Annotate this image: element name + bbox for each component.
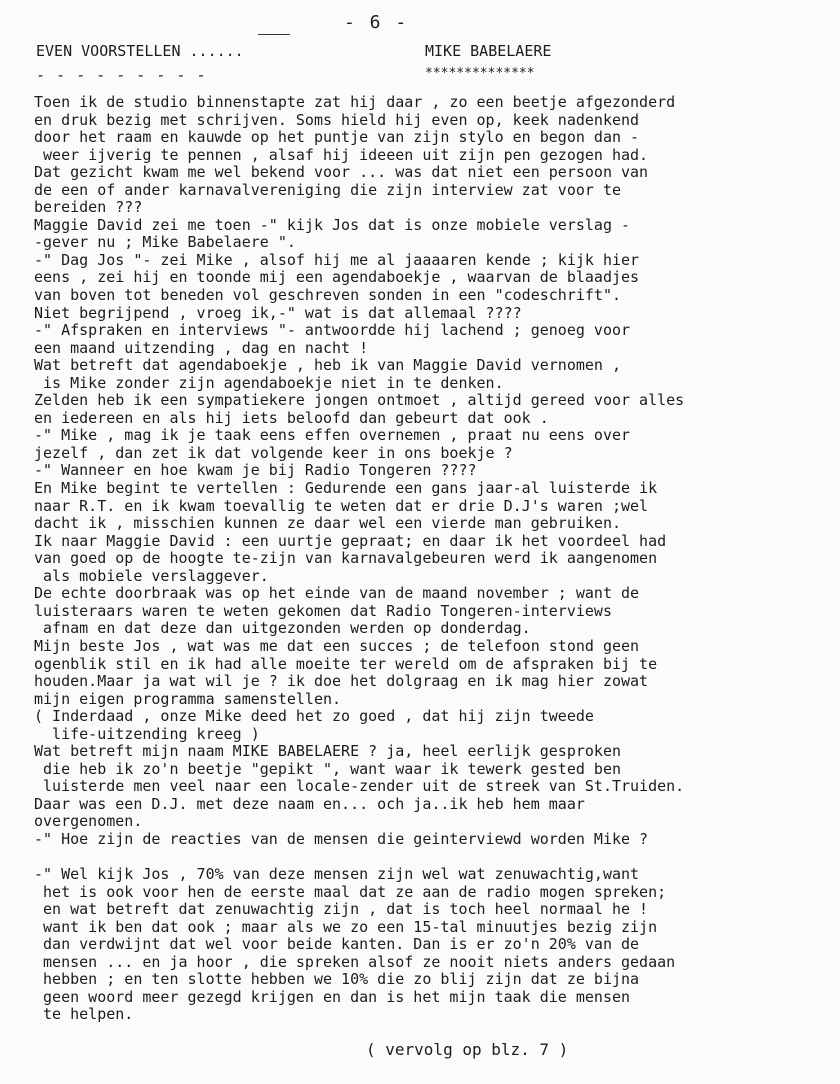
text-line: bereiden ??? bbox=[34, 199, 143, 217]
text-line: en iedereen en als hij iets beloofd dan gebeurt dat ook . bbox=[34, 409, 549, 427]
article-title-underline: ************** bbox=[425, 66, 535, 81]
section-title: EVEN VOORSTELLEN ...... bbox=[36, 42, 244, 60]
text-line: dan verdwijnt dat wel voor beide kanten. Dan is er zo'n 20% van de bbox=[34, 936, 640, 954]
text-line: en druk bezig met schrijven. Soms hield hij even op, keek nadenkend bbox=[34, 111, 640, 129]
page-number: - 6 - bbox=[344, 12, 409, 33]
text-line: En Mike begint te vertellen : Gedurende een gans jaar-al luisterde ik bbox=[34, 480, 658, 498]
text-line: van goed op de hoogte te-zijn van karnavalgebeuren werd ik aangenomen bbox=[34, 550, 658, 568]
text-line: jezelf , dan zet ik dat volgende keer in ons boekje ? bbox=[34, 444, 513, 462]
text-line: Dat gezicht kwam me wel bekend voor ... was dat niet een persoon van bbox=[34, 164, 649, 182]
text-line: het is ook voor hen de eerste maal dat ze aan de radio mogen spreken; bbox=[34, 883, 667, 901]
text-line: als mobiele verslaggever. bbox=[34, 567, 269, 585]
text-line: want ik ben dat ook ; maar als we zo een 15-tal minuutjes bezig zijn bbox=[34, 918, 658, 936]
text-line: mensen ... en ja hoor , die spreken alsof ze nooit niets anders gedaan bbox=[34, 953, 676, 971]
text-line: van boven tot beneden vol geschreven sonden in een "codeschrift". bbox=[34, 287, 621, 305]
text-line: die heb ik zo'n beetje "gepikt ", want waar ik tewerk gested ben bbox=[34, 760, 621, 778]
text-line: houden.Maar ja wat wil je ? ik doe het dolgraag en ik mag hier zowat bbox=[34, 673, 649, 691]
text-line: -" Wel kijk Jos , 70% van deze mensen zijn wel wat zenuwachtig,want bbox=[34, 866, 640, 884]
article-body bbox=[34, 94, 834, 1024]
text-line: weer ijverig te pennen , alsaf hij ideeen uit zijn pen gezogen had. bbox=[34, 146, 649, 164]
article-title: MIKE BABELAERE bbox=[425, 42, 552, 60]
text-line: naar R.T. en ik kwam toevallig te weten dat er drie D.J's waren ;wel bbox=[34, 497, 649, 515]
text-line: -" Afspraken en interviews "- antwoordde hij lachend ; genoeg voor bbox=[34, 322, 631, 340]
text-line: -" Dag Jos "- zei Mike , alsof hij me al jaaaaren kende ; kijk hier bbox=[34, 251, 640, 269]
text-line: Daar was een D.J. met deze naam en... och ja..ik heb hem maar bbox=[34, 795, 585, 813]
text-line: is Mike zonder zijn agendaboekje niet in te denken. bbox=[34, 374, 504, 392]
text-line: luisterde men veel naar een locale-zender uit de streek van St.Truiden. bbox=[34, 778, 685, 796]
text-line: Wat betreft mijn naam MIKE BABELAERE ? ja, heel eerlijk gesproken bbox=[34, 743, 621, 761]
text-line: life-uitzending kreeg ) bbox=[34, 725, 260, 743]
text-line: geen woord meer gezegd krijgen en dan is het mijn taak die mensen bbox=[34, 988, 631, 1006]
text-line: overgenomen. bbox=[34, 813, 143, 831]
text-line: -" Hoe zijn de reacties van de mensen die geinterviewd worden Mike ? bbox=[34, 830, 649, 848]
page-number-rule bbox=[258, 34, 290, 35]
text-line: Wat betreft dat agendaboekje , heb ik van Maggie David vernomen , bbox=[34, 357, 621, 375]
text-line: Ik naar Maggie David : een uurtje gepraat; en daar ik het voordeel had bbox=[34, 532, 667, 550]
text-line: de een of ander karnavalvereniging die zijn interview zat voor te bbox=[34, 181, 621, 199]
text-line: door het raam en kauwde op het puntje van zijn stylo en begon dan - bbox=[34, 129, 640, 147]
section-title-underline: - - - - - - - - - bbox=[36, 66, 207, 84]
text-line: ogenblik stil en ik had alle moeite ter wereld om de afspraken bij te bbox=[34, 655, 658, 673]
text-line: eens , zei hij en toonde mij een agendaboekje , waarvan de blaadjes bbox=[34, 269, 640, 287]
text-line: een maand uitzending , dag en nacht ! bbox=[34, 339, 369, 357]
text-line: Zelden heb ik een sympatiekere jongen ontmoet , altijd gereed voor alles bbox=[34, 392, 685, 410]
text-line: luisteraars waren te weten gekomen dat Radio Tongeren-interviews bbox=[34, 602, 612, 620]
text-line: dacht ik , misschien kunnen ze daar wel een vierde man gebruiken. bbox=[34, 515, 621, 533]
text-line: mijn eigen programma samenstellen. bbox=[34, 690, 342, 708]
text-line: hebben ; en ten slotte hebben we 10% die zo blij zijn dat ze bijna bbox=[34, 971, 640, 989]
text-line: Mijn beste Jos , wat was me dat een succes ; de telefoon stond geen bbox=[34, 637, 640, 655]
text-line: De echte doorbraak was op het einde van de maand november ; want de bbox=[34, 585, 640, 603]
continuation-note: ( vervolg op blz. 7 ) bbox=[366, 1040, 569, 1059]
text-line bbox=[34, 849, 834, 867]
text-line: en wat betreft dat zenuwachtig zijn , dat is toch heel normaal he ! bbox=[34, 901, 649, 919]
text-line: te helpen. bbox=[34, 1006, 134, 1024]
text-line: Maggie David zei me toen -" kijk Jos dat is onze mobiele verslag - bbox=[34, 216, 631, 234]
text-line: -gever nu ; Mike Babelaere ". bbox=[34, 234, 296, 252]
text-line: -" Mike , mag ik je taak eens effen overnemen , praat nu eens over bbox=[34, 427, 631, 445]
text-line: -" Wanneer en hoe kwam je bij Radio Tongeren ???? bbox=[34, 462, 477, 480]
text-line: Niet begrijpend , vroeg ik,-" wat is dat allemaal ???? bbox=[34, 304, 522, 322]
text-line: afnam en dat deze dan uitgezonden werden op donderdag. bbox=[34, 620, 531, 638]
text-line: Toen ik de studio binnenstapte zat hij daar , zo een beetje afgezonderd bbox=[34, 94, 676, 111]
text-line: ( Inderdaad , onze Mike deed het zo goed , dat hij zijn tweede bbox=[34, 708, 594, 726]
